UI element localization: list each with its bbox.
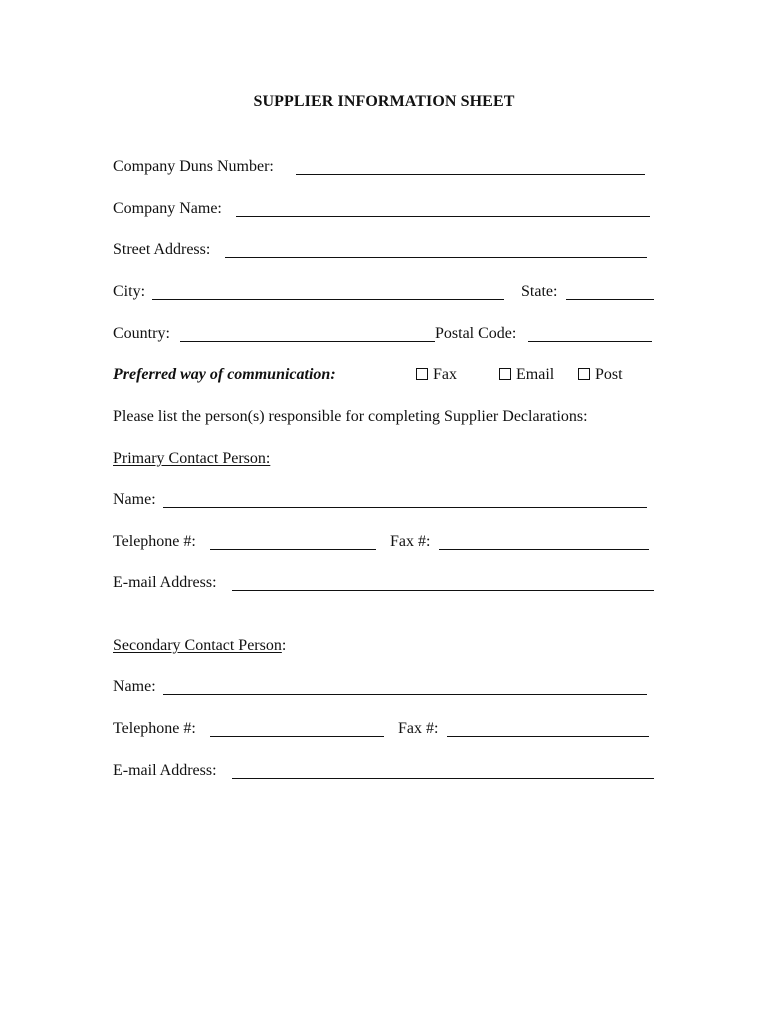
secondary-fax-label: Fax #: xyxy=(398,720,439,737)
street-address-label: Street Address: xyxy=(113,241,211,258)
company-name-field[interactable] xyxy=(236,216,650,217)
email-checkbox[interactable] xyxy=(499,368,511,380)
city-label: City: xyxy=(113,283,146,300)
email-option[interactable] xyxy=(499,365,554,385)
secondary-telephone-field[interactable] xyxy=(210,736,384,737)
primary-name-label: Name: xyxy=(113,491,156,508)
email-option-label: Email xyxy=(516,366,555,383)
street-address-field[interactable] xyxy=(225,257,647,258)
secondary-email-field[interactable] xyxy=(232,778,654,779)
fax-option[interactable] xyxy=(416,365,457,385)
company-name-label: Company Name: xyxy=(113,200,222,217)
secondary-contact-heading: Secondary Contact Person: xyxy=(113,637,287,654)
primary-fax-field[interactable] xyxy=(439,549,649,550)
postal-code-field[interactable] xyxy=(528,341,652,342)
primary-email-label: E-mail Address: xyxy=(113,574,217,591)
city-field[interactable] xyxy=(152,299,504,300)
post-checkbox[interactable] xyxy=(578,368,590,380)
postal-code-label: Postal Code: xyxy=(435,325,517,342)
country-field[interactable] xyxy=(180,341,435,342)
primary-fax-label: Fax #: xyxy=(390,533,431,550)
state-field[interactable] xyxy=(566,299,654,300)
duns-label: Company Duns Number: xyxy=(113,158,274,175)
secondary-name-label: Name: xyxy=(113,678,156,695)
fax-checkbox[interactable] xyxy=(416,368,428,380)
primary-email-field[interactable] xyxy=(232,590,654,591)
secondary-name-field[interactable] xyxy=(163,694,647,695)
primary-name-field[interactable] xyxy=(163,507,647,508)
page-title: SUPPLIER INFORMATION SHEET xyxy=(253,93,515,110)
state-label: State: xyxy=(521,283,558,300)
country-label: Country: xyxy=(113,325,170,342)
post-option[interactable] xyxy=(578,365,623,385)
secondary-telephone-label: Telephone #: xyxy=(113,720,196,737)
primary-telephone-field[interactable] xyxy=(210,549,376,550)
primary-telephone-label: Telephone #: xyxy=(113,533,196,550)
primary-contact-heading: Primary Contact Person: xyxy=(113,450,271,467)
secondary-email-label: E-mail Address: xyxy=(113,762,217,779)
communication-label: Preferred way of communication: xyxy=(113,366,336,383)
post-option-label: Post xyxy=(595,366,623,383)
instructions-text: Please list the person(s) responsible for completing Supplier Declarations: xyxy=(113,408,588,425)
secondary-fax-field[interactable] xyxy=(447,736,649,737)
fax-option-label: Fax xyxy=(433,366,457,383)
duns-field[interactable] xyxy=(296,174,645,175)
